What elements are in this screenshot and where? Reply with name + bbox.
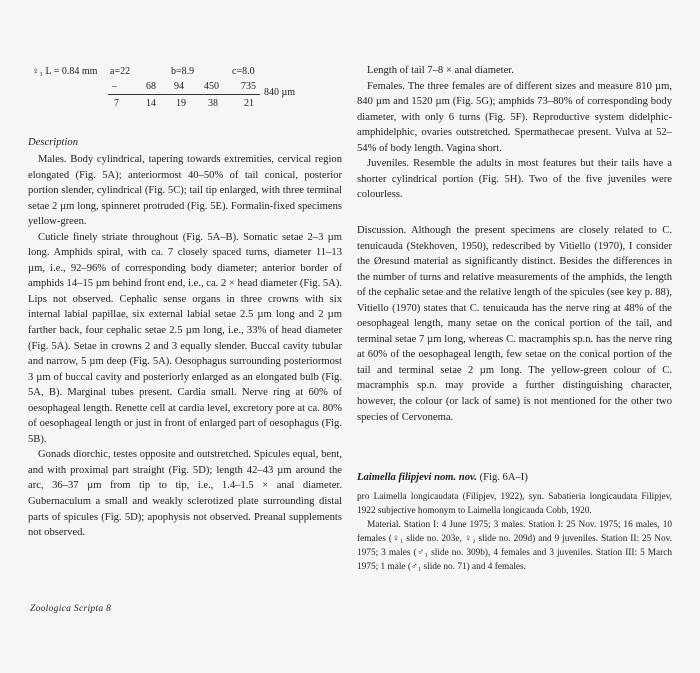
formula-specimen: ♀₁ L = 0.84 mm [32, 66, 98, 77]
formula-bottom-4: 38 [208, 98, 218, 109]
formula-top-2: 68 [146, 81, 156, 92]
females-paragraph: Females. The three females are of different sizes and measure 810 µm, 840 µm and 1520 µm (Fig. 5G); amphids 73–80% of corresponding body diameter, with only 6 turns (Fig. 5F). Reproductive system didelphic-amphidelphic, ovaries outstretched. Spermathecae present. Vulva at 52–54% of body length. Vagina short. [357, 80, 672, 154]
material-paragraph: Material. Station I: 4 June 1975; 3 males. Station I: 25 Nov. 1975; 16 males, 10 females (♀₁ slide no. 203e, ♀₂ slide no. 209d) and 9 juveniles. Station II: 25 Nov. 1975; 3 males (♂₁ slide no. 309b), 4 females and 3 juveniles. Station III: 5 March 1975; 1 male (♂₁ slide no. 71) and 4 females. [357, 520, 672, 572]
juveniles-paragraph: Juveniles. Resemble the adults in most features but their tails have a shorter cylindrical portion (Fig. 5H). Two of the five juveniles were colourless. [357, 158, 672, 201]
laimella-figure-ref: (Fig. 6A–I) [476, 472, 528, 483]
formula-top-1: – [112, 81, 117, 92]
formula-bottom-2: 14 [146, 98, 156, 109]
laimella-details [357, 490, 672, 574]
formula-top-3: 94 [174, 81, 184, 92]
formula-top-5: 735 [241, 81, 256, 92]
journal-footer: Zoologica Scripta 8 [30, 604, 112, 614]
description-body [28, 152, 342, 541]
laimella-heading [357, 470, 672, 486]
right-body [357, 63, 672, 203]
formula-b: b=8.9 [171, 66, 195, 77]
laimella-title: Laimella filipjevi nom. nov. [357, 472, 477, 483]
males-paragraph: Males. Body cylindrical, tapering towards extremities, cervical region elongated (Fig. 5A); anteriormost 40–50% of tail conical, posterior portion slender, cylindrical (Fig. 5C); tail tip enlarged, with three terminal setae 2 µm long, spinneret protruded (Fig. 5E). Formalin-fixed specimens yellow-green. [28, 154, 342, 228]
formula-c: c=8.0 [232, 66, 255, 77]
formula-top-4: 450 [204, 81, 219, 92]
formula-unit: 840 µm [264, 87, 296, 98]
discussion-paragraph: Discussion. Although the present specimens are closely related to C. tenuicauda (Stekhoven, 1950), redescribed by Vitiello (1970), I consider the Øresund material as significantly distinct. Besides the differences in the number of turns and relative measurements of the amphids, the length of the cephalic setae and the relative length of the spicules (see key p. 88), Vitiello (1970) states that C. tenuicauda has the nerve ring at 48% of the oesophageal length, many setae on the conical portion of the tail, and terminal setae 7 µm long, whereas C. macramphis sp.n. has the nerve ring at 60% of the oesophageal length, few setae on the conical portion of the tail and terminal setae 2 µm long. The yellow-green colour of C. macramphis sp.n. may provide a further distinguishing character, however, the colour (or lack of same) is not mentioned for the other two species of Cervonema. [357, 225, 672, 423]
measurement-formula [28, 66, 328, 114]
discussion-block [357, 223, 672, 425]
formula-rule [108, 94, 260, 95]
description-heading: Description [28, 137, 79, 148]
formula-bottom-5: 21 [244, 98, 254, 109]
tail-paragraph: Length of tail 7–8 × anal diameter. [367, 65, 514, 76]
formula-bottom-3: 19 [176, 98, 186, 109]
pro-paragraph: pro Laimella longicaudata (Filipjev, 1922), syn. Sabatieria longicaudata Filipjev, 1922 subjective homonym to Laimella longicauda Cobb, 1920. [357, 492, 672, 516]
formula-bottom-1: 7 [114, 98, 119, 109]
cuticle-paragraph: Cuticle finely striate throughout (Fig. 5A–B). Somatic setae 2–3 µm long. Amphids spiral, with ca. 7 closely spaced turns, diameter 11–13 µm, i.e., 92–96% of corresponding body diameter; anterior border of amphids 14–15 µm behind front end, i.e., ca. 2 × head diameter (Fig. 5A). Lips not observed. Cephalic sense organs in three crowns with six internal labial papillae, six external labial setae 2.5 µm long and 2 µm farther back, four cephalic setae 2.5 µm long, i.e., 33% of head diameter (Fig. 5A). Setae in crowns 2 and 3 equally slender. Buccal cavity tubular and narrow, 5 µm deep (Fig. 5A). Oesophagus surrounding posteriormost 3 µm of buccal cavity and posteriorly enlarged as an elongated bulb (Fig. 5A, B). Marginal tubes present. Cardia small. Nerve ring at 60% of oesophageal length. Renette cell at cardia level, excretory pore at ca. 80% of oesophageal length or just in front of enlarged part of oesophagus (Fig. 5B). [28, 231, 342, 445]
formula-a: a=22 [110, 66, 131, 77]
gonads-paragraph: Gonads diorchic, testes opposite and outstretched. Spicules equal, bent, and with proximal part straight (Fig. 5D); length 42–43 µm around the arc, 36–37 µm from tip to tip, i.e., 1.4–1.5 × anal diameter. Gubernaculum a small and weakly sclerotized plate surrounding distal parts of spicules (Fig. 5D); apophysis not observed. Preanal supplements not observed. [28, 449, 342, 539]
